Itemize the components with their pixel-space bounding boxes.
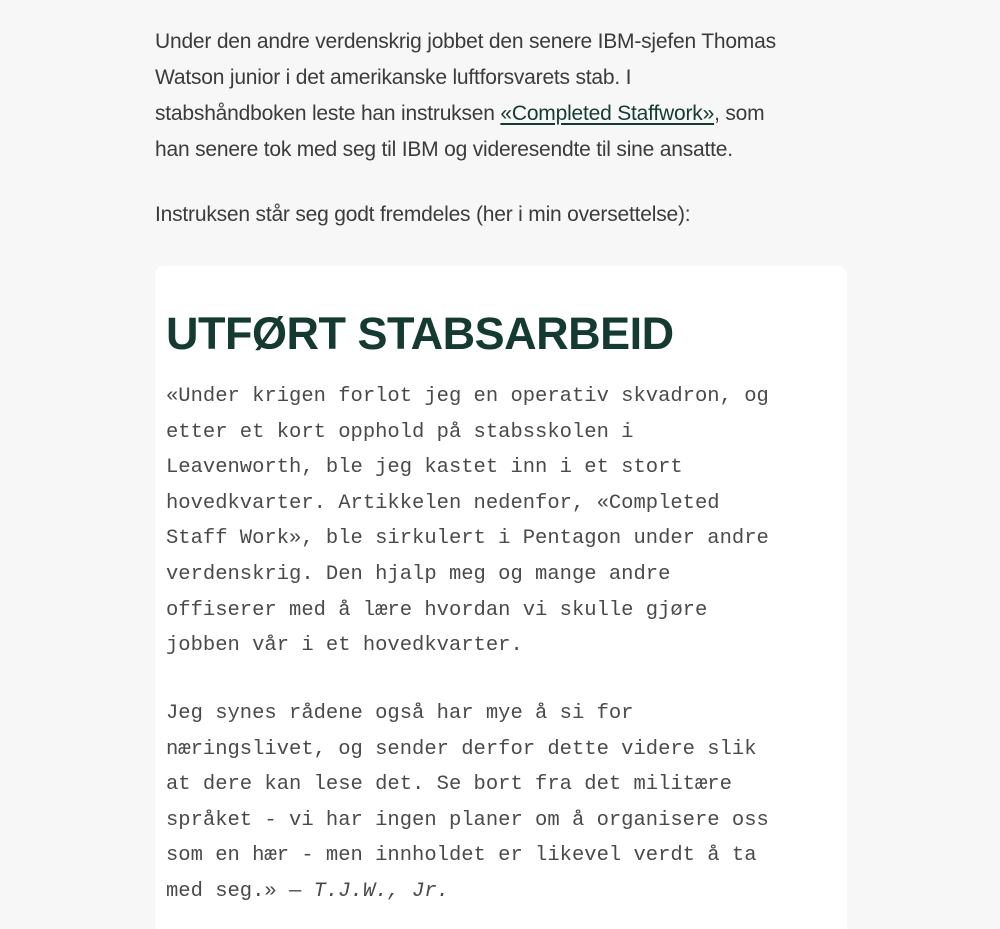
quote-paragraph-1: «Under krigen forlot jeg en operativ skvadron, og etter et kort opphold på stabsskolen i Leavenworth, ble jeg kastet inn i et stort hovedkvarter. Artikkelen nedenfor, «Completed Staff Work», ble sirkulert i Pentagon under andre verdenskrig. Den hjalp meg og mange andre offiserer med å lære hvordan vi skulle gjøre jobben vår i et hovedkvarter.	[166, 385, 769, 658]
card-title: UTFØRT STABSARBEID	[166, 308, 674, 359]
article-intro	[155, 24, 847, 233]
quote-paragraph-2	[166, 696, 769, 910]
translation-note-paragraph: Instruksen står seg godt fremdeles (her i min oversettelse):	[155, 203, 691, 226]
intro-text-before-link: Under den andre verdenskrig jobbet den senere IBM-sjefen Thomas Watson junior i det amerikanske luftforsvarets stab. I stabshåndboken leste han instruksen	[155, 30, 776, 125]
quote-signature: T.J.W., Jr.	[313, 879, 449, 903]
completed-staffwork-link[interactable]: «Completed Staffwork»	[500, 102, 715, 125]
quote-card	[155, 266, 847, 929]
intro-paragraph	[155, 24, 847, 168]
intro-text-after-link: , som han senere tok med seg til IBM og videresendte til sine ansatte.	[155, 102, 765, 161]
quote-paragraph-2-text: Jeg synes rådene også har mye å si for næringslivet, og sender derfor dette videre slik at dere kan lese det. Se bort fra det militære språket - vi har ingen planer om å organisere oss som en hær - men innholdet er likevel verdt å ta med seg.» —	[166, 702, 769, 903]
